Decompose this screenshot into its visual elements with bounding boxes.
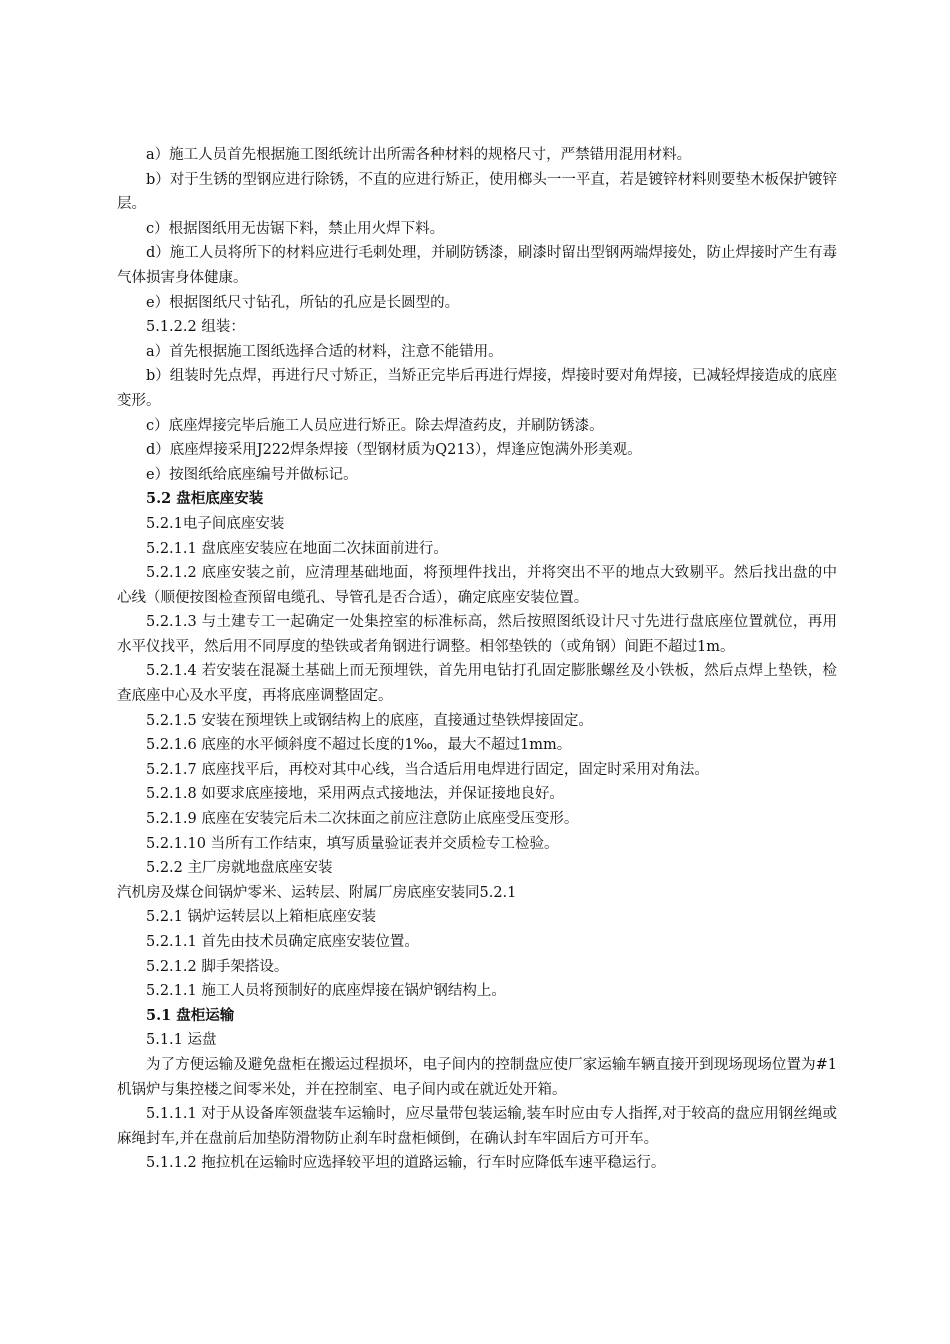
- paragraph: 5.2.1电子间底座安装: [146, 515, 285, 532]
- paragraph: 5.1.2.2 组装：: [146, 319, 245, 336]
- paragraph: 5.2.1.9 底座在安装完后未二次抹面之前应注意防止底座受压变形。: [146, 811, 579, 828]
- paragraph: 5.2.2 主厂房就地盘底座安装: [146, 860, 333, 877]
- paragraph: 5.2.1.1 首先由技术员确定底座安装位置。: [146, 934, 419, 950]
- paragraph: a）首先根据施工图纸选择合适的材料，注意不能错用。: [146, 343, 503, 360]
- paragraph: e）按图纸给底座编号并做标记。: [146, 466, 358, 483]
- paragraph: d）施工人员将所下的材料应进行毛刺处理，并刷防锈漆，刷漆时留出型钢两端焊接处，防止焊接时产生有毒气体损害身体健康。: [117, 245, 837, 286]
- paragraph: 5.1.1.1 对于从设备库领盘装车运输时，应尽量带包装运输,装车时应由专人指挥,对于较高的盘应用钢丝绳或麻绳封车,并在盘前后加垫防滑物防止刹车时盘柜倾倒，在确认封车牢固后方可开车。: [117, 1106, 837, 1147]
- paragraph: c）根据图纸用无齿锯下料，禁止用火焊下料。: [146, 220, 445, 237]
- paragraph: 5.2.1.8 如要求底座接地，采用两点式接地法，并保证接地良好。: [146, 786, 564, 803]
- paragraph: 5.1.1.2 拖拉机在运输时应选择较平坦的道路运输，行车时应降低车速平稳运行。: [146, 1155, 666, 1172]
- paragraph: a）施工人员首先根据施工图纸统计出所需各种材料的规格尺寸，严禁错用混用材料。: [146, 147, 692, 163]
- paragraph: 汽机房及煤仓间锅炉零米、运转层、附属厂房底座安装同5.2.1: [117, 884, 517, 901]
- paragraph: 5.2.1.6 底座的水平倾斜度不超过长度的1‰，最大不超过1mm。: [146, 737, 572, 754]
- paragraph: e）根据图纸尺寸钻孔，所钻的孔应是长圆型的。: [146, 294, 460, 311]
- paragraph: 5.2.1.4 若安装在混凝土基础上而无预埋铁，首先用电钻打孔固定膨胀螺丝及小铁板，然后点焊上垫铁，检查底座中心及水平度，再将底座调整固定。: [117, 663, 837, 705]
- paragraph: 5.2.1.7 底座找平后，再校对其中心线，当合适后用电焊进行固定，固定时采用对角法。: [146, 761, 709, 778]
- section-heading: 5.2 盘柜底座安装: [146, 490, 264, 508]
- section-heading: 5.1 盘柜运输: [146, 1006, 235, 1024]
- document-page: [117, 143, 837, 1176]
- paragraph: 5.2.1.3 与土建专工一起确定一处集控室的标准标高，然后按照图纸设计尺寸先进行盘底座位置就位，再用水平仪找平，然后用不同厚度的垫铁或者角钢进行调整。相邻垫铁的（或角钢）间距不超过1m。: [117, 614, 837, 655]
- paragraph: b）组装时先点焊，再进行尺寸矫正，当矫正完毕后再进行焊接，焊接时要对角焊接，已减轻焊接造成的底座变形。: [117, 368, 837, 409]
- paragraph: 5.1.1 运盘: [146, 1032, 217, 1049]
- paragraph: c）底座焊接完毕后施工人员应进行矫正。除去焊渣药皮，并刷防锈漆。: [146, 417, 604, 434]
- paragraph: 5.2.1.2 脚手架搭设。: [146, 958, 289, 975]
- paragraph: 5.2.1.1 盘底座安装应在地面二次抹面前进行。: [146, 540, 448, 557]
- paragraph: 5.2.1.1 施工人员将预制好的底座焊接在锅炉钢结构上。: [146, 983, 506, 1000]
- paragraph: 5.2.1.10 当所有工作结束，填写质量验证表并交质检专工检验。: [146, 835, 559, 852]
- paragraph: b）对于生锈的型钢应进行除锈，不直的应进行矫正，使用榔头一一平直，若是镀锌材料则要垫木板保护镀锌层。: [117, 171, 837, 213]
- paragraph: 5.2.1 锅炉运转层以上箱柜底座安装: [146, 909, 377, 926]
- paragraph: 5.2.1.5 安装在预埋铁上或钢结构上的底座，直接通过垫铁焊接固定。: [146, 712, 593, 729]
- paragraph: 为了方便运输及避免盘柜在搬运过程损坏，电子间内的控制盘应使厂家运输车辆直接开到现场现场位置为#1机锅炉与集控楼之间零米处，并在控制室、电子间内或在就近处开箱。: [117, 1056, 837, 1098]
- paragraph: 5.2.1.2 底座安装之前，应清理基础地面，将预埋件找出，并将突出不平的地点大致剔平。然后找出盘的中心线（顺便按图检查预留电缆孔、导管孔是否合适），确定底座安装位置。: [117, 565, 837, 606]
- paragraph: d）底座焊接采用J222焊条焊接（型钢材质为Q213），焊逢应饱满外形美观。: [146, 442, 642, 459]
